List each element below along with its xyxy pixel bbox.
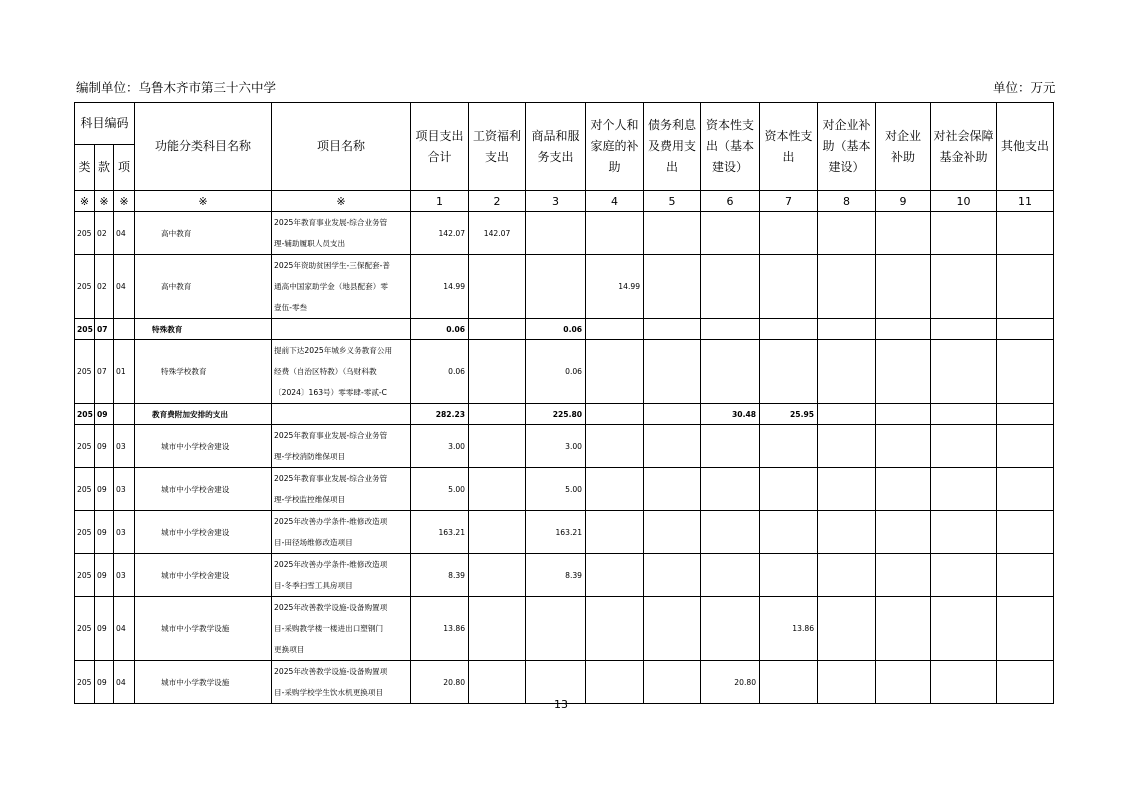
amount-cell [526, 597, 586, 661]
lei-cell: 205 [75, 255, 95, 319]
amount-cell [760, 468, 818, 511]
column-index-row [75, 191, 1054, 212]
amount-cell [586, 468, 644, 511]
subject-code-header: 科目编码 [75, 103, 135, 145]
amount-cell: 3.00 [526, 425, 586, 468]
column-index-cell: ※ [95, 191, 114, 212]
amount-cell [586, 511, 644, 554]
amount-cell [760, 425, 818, 468]
amount-cell [876, 597, 931, 661]
col2-header [469, 103, 526, 191]
function-category-header: 功能分类科目名称 [135, 103, 272, 191]
project-name-line: 2025年改善教学设施-设备购置项 [274, 667, 388, 676]
project-name-line: 2025年改善办学条件-维修改造项 [274, 517, 388, 526]
function-name-cell: 城市中小学校舍建设 [135, 554, 272, 597]
amount-cell: 163.21 [526, 511, 586, 554]
project-name-line: 目-采购教学楼一楼进出口塑钢门 [274, 624, 384, 633]
amount-cell: 0.06 [411, 319, 469, 340]
function-name-cell: 城市中小学校舍建设 [135, 425, 272, 468]
amount-cell [469, 597, 526, 661]
amount-cell [997, 319, 1054, 340]
amount-cell [469, 425, 526, 468]
table-row [75, 340, 1054, 404]
project-name-cell [272, 255, 411, 319]
column-index-cell: 11 [997, 191, 1054, 212]
project-name-line: 2025年改善教学设施-设备购置项 [274, 603, 388, 612]
amount-cell [469, 340, 526, 404]
project-name-line: 2025年资助贫困学生-三保配套-普 [274, 261, 390, 270]
amount-cell: 14.99 [411, 255, 469, 319]
function-name-cell: 城市中小学校舍建设 [135, 511, 272, 554]
amount-cell [469, 554, 526, 597]
xiang-cell: 04 [114, 212, 135, 255]
col5-header [644, 103, 701, 191]
amount-cell [997, 511, 1054, 554]
amount-cell: 20.80 [411, 661, 469, 704]
amount-cell: 8.39 [411, 554, 469, 597]
column-index-cell: 6 [701, 191, 760, 212]
header-line: 对企业 [885, 128, 922, 143]
amount-cell [586, 319, 644, 340]
col11-header: 其他支出 [997, 103, 1054, 191]
lei-cell: 205 [75, 511, 95, 554]
amount-cell [876, 468, 931, 511]
amount-cell [644, 554, 701, 597]
kuan-cell: 09 [95, 597, 114, 661]
xiang-cell: 03 [114, 468, 135, 511]
amount-cell: 0.06 [411, 340, 469, 404]
amount-cell [760, 340, 818, 404]
col9-header [876, 103, 931, 191]
project-name-cell [272, 404, 411, 425]
amount-cell [818, 340, 876, 404]
project-name-line: 通高中国家助学金（地县配套）零 [274, 282, 388, 291]
project-name-header: 项目名称 [272, 103, 411, 191]
kuan-cell: 02 [95, 212, 114, 255]
amount-cell [469, 319, 526, 340]
table-row [75, 425, 1054, 468]
amount-cell [586, 340, 644, 404]
project-name-cell [272, 212, 411, 255]
amount-cell [818, 425, 876, 468]
column-index-cell: ※ [272, 191, 411, 212]
column-index-cell: 4 [586, 191, 644, 212]
project-name-cell [272, 340, 411, 404]
amount-cell [760, 319, 818, 340]
lei-cell: 205 [75, 340, 95, 404]
amount-cell [760, 554, 818, 597]
amount-cell [644, 597, 701, 661]
amount-cell [997, 554, 1054, 597]
project-name-line: 目-冬季扫雪工具房项目 [274, 581, 353, 590]
project-name-line: 〔2024〕163号）零零肆-零贰-C [274, 388, 387, 397]
amount-cell [876, 511, 931, 554]
amount-cell [818, 597, 876, 661]
project-name-line: 经费（自治区特教）（乌财科教 [274, 367, 377, 376]
amount-cell [876, 554, 931, 597]
header-line: 资本性支 [764, 128, 813, 143]
amount-cell [701, 511, 760, 554]
table-row [75, 212, 1054, 255]
table-row [75, 255, 1054, 319]
column-index-cell: 2 [469, 191, 526, 212]
kuan-cell: 09 [95, 468, 114, 511]
page-number: 13 [554, 698, 568, 711]
header-line: 合计 [427, 149, 452, 164]
table-row [75, 404, 1054, 425]
col8-header [818, 103, 876, 191]
amount-cell [818, 212, 876, 255]
amount-cell [931, 212, 997, 255]
header-line: 支出 [485, 149, 510, 164]
amount-cell: 25.95 [760, 404, 818, 425]
header-line: 助 [608, 160, 621, 174]
kuan-cell: 02 [95, 255, 114, 319]
kuan-cell: 07 [95, 319, 114, 340]
lei-header: 类 [75, 145, 95, 191]
xiang-cell: 04 [114, 255, 135, 319]
header-line: 及费用支 [648, 139, 697, 153]
amount-cell: 142.07 [411, 212, 469, 255]
col10-header [931, 103, 997, 191]
xiang-cell: 03 [114, 511, 135, 554]
amount-cell [818, 468, 876, 511]
amount-cell [997, 597, 1054, 661]
project-name-line: 目-田径场维修改造项目 [274, 538, 353, 547]
amount-cell [931, 468, 997, 511]
amount-cell [469, 255, 526, 319]
table-row [75, 554, 1054, 597]
compiling-unit: 编制单位：乌鲁木齐市第三十六中学 [76, 80, 277, 95]
project-name-line: 理-学校监控维保项目 [274, 495, 346, 504]
amount-cell [876, 425, 931, 468]
project-name-line: 理-学校消防维保项目 [274, 452, 346, 461]
header-line: 项目支出 [415, 128, 464, 143]
amount-cell [818, 319, 876, 340]
xiang-cell [114, 404, 135, 425]
table-row [75, 319, 1054, 340]
xiang-cell [114, 319, 135, 340]
xiang-cell: 03 [114, 425, 135, 468]
header-line: 出 [782, 149, 795, 164]
amount-cell [931, 404, 997, 425]
project-name-line: 2025年教育事业发展-综合业务管 [274, 474, 388, 483]
table-row [75, 511, 1054, 554]
header-line: 务支出 [537, 149, 574, 164]
project-name-line: 更换项目 [274, 645, 305, 654]
amount-cell [818, 255, 876, 319]
column-index-cell: 3 [526, 191, 586, 212]
lei-cell: 205 [75, 468, 95, 511]
currency-unit: 单位：万元 [993, 80, 1056, 95]
amount-cell [876, 404, 931, 425]
function-name-cell: 高中教育 [135, 212, 272, 255]
xiang-header: 项 [114, 145, 135, 191]
column-index-cell: 9 [876, 191, 931, 212]
kuan-cell: 09 [95, 511, 114, 554]
amount-cell [586, 212, 644, 255]
amount-cell [701, 319, 760, 340]
amount-cell [997, 404, 1054, 425]
project-name-cell [272, 597, 411, 661]
amount-cell [586, 404, 644, 425]
function-name-cell: 特殊教育 [135, 319, 272, 340]
amount-cell [644, 340, 701, 404]
function-name-cell: 城市中小学教学设施 [135, 597, 272, 661]
kuan-cell: 07 [95, 340, 114, 404]
lei-cell: 205 [75, 425, 95, 468]
function-name-cell: 城市中小学教学设施 [135, 661, 272, 704]
lei-cell: 205 [75, 597, 95, 661]
header-line: 商品和服 [531, 128, 580, 143]
amount-cell [644, 212, 701, 255]
col1-header [411, 103, 469, 191]
lei-cell: 205 [75, 554, 95, 597]
col4-header [586, 103, 644, 191]
amount-cell [997, 468, 1054, 511]
column-index-cell: 1 [411, 191, 469, 212]
amount-cell [644, 511, 701, 554]
header-line: 工资福利 [473, 128, 522, 143]
amount-cell [818, 554, 876, 597]
project-name-cell [272, 468, 411, 511]
amount-cell [760, 212, 818, 255]
amount-cell [997, 255, 1054, 319]
amount-cell [931, 340, 997, 404]
amount-cell [469, 404, 526, 425]
kuan-cell: 09 [95, 404, 114, 425]
column-index-cell: 7 [760, 191, 818, 212]
amount-cell [469, 511, 526, 554]
project-name-cell [272, 511, 411, 554]
amount-cell: 142.07 [469, 212, 526, 255]
function-name-cell: 教育费附加安排的支出 [135, 404, 272, 425]
amount-cell [931, 554, 997, 597]
amount-cell [701, 554, 760, 597]
project-name-line: 2025年改善办学条件-维修改造项 [274, 560, 388, 569]
column-index-cell: 8 [818, 191, 876, 212]
kuan-cell: 09 [95, 661, 114, 704]
header-line: 基金补助 [939, 149, 988, 164]
amount-cell [644, 468, 701, 511]
amount-cell: 30.48 [701, 404, 760, 425]
header-line: 建设） [712, 160, 749, 174]
project-name-line: 提前下达2025年城乡义务教育公用 [274, 346, 393, 355]
amount-cell [526, 212, 586, 255]
amount-cell [931, 597, 997, 661]
amount-cell [818, 511, 876, 554]
amount-cell [701, 255, 760, 319]
amount-cell [701, 212, 760, 255]
header-line: 建设） [828, 160, 865, 174]
column-index-cell: ※ [135, 191, 272, 212]
amount-cell [469, 468, 526, 511]
column-index-cell: 5 [644, 191, 701, 212]
amount-cell [876, 212, 931, 255]
header-line: 对个人和 [590, 118, 639, 132]
function-name-cell: 城市中小学校舍建设 [135, 468, 272, 511]
header-line: 出 [666, 160, 679, 174]
table-row [75, 468, 1054, 511]
amount-cell: 5.00 [411, 468, 469, 511]
budget-table [74, 102, 1054, 704]
kuan-header: 款 [95, 145, 114, 191]
amount-cell: 13.86 [411, 597, 469, 661]
header-line: 资本性支 [706, 118, 755, 132]
amount-cell [701, 468, 760, 511]
column-index-cell: 10 [931, 191, 997, 212]
amount-cell [644, 319, 701, 340]
amount-cell [876, 255, 931, 319]
function-name-cell: 高中教育 [135, 255, 272, 319]
header-line: 出（基本 [706, 139, 755, 153]
lei-cell: 205 [75, 661, 95, 704]
amount-cell [644, 425, 701, 468]
amount-cell [931, 255, 997, 319]
amount-cell: 225.80 [526, 404, 586, 425]
amount-cell [997, 340, 1054, 404]
project-name-line: 理-辅助履职人员支出 [274, 239, 346, 248]
amount-cell [931, 425, 997, 468]
xiang-cell: 04 [114, 597, 135, 661]
col6-header [701, 103, 760, 191]
amount-cell [876, 319, 931, 340]
project-name-cell [272, 425, 411, 468]
project-name-line: 目-采购学校学生饮水机更换项目 [274, 688, 384, 697]
header-line: 补助 [891, 149, 916, 164]
xiang-cell: 04 [114, 661, 135, 704]
header-line: 助（基本 [822, 139, 871, 153]
project-name-line: 2025年教育事业发展-综合业务管 [274, 218, 388, 227]
amount-cell: 3.00 [411, 425, 469, 468]
header-line: 家庭的补 [590, 139, 639, 153]
amount-cell: 8.39 [526, 554, 586, 597]
amount-cell: 163.21 [411, 511, 469, 554]
kuan-cell: 09 [95, 425, 114, 468]
col3-header [526, 103, 586, 191]
project-name-line: 2025年教育事业发展-综合业务管 [274, 431, 388, 440]
amount-cell [760, 255, 818, 319]
amount-cell [818, 404, 876, 425]
lei-cell: 205 [75, 319, 95, 340]
function-name-cell: 特殊学校教育 [135, 340, 272, 404]
lei-cell: 205 [75, 212, 95, 255]
amount-cell [644, 404, 701, 425]
column-index-cell: ※ [114, 191, 135, 212]
amount-cell [586, 554, 644, 597]
amount-cell [644, 255, 701, 319]
amount-cell [760, 511, 818, 554]
amount-cell [586, 425, 644, 468]
project-name-cell [272, 319, 411, 340]
amount-cell [701, 340, 760, 404]
amount-cell [997, 425, 1054, 468]
xiang-cell: 01 [114, 340, 135, 404]
project-name-cell [272, 554, 411, 597]
amount-cell [997, 212, 1054, 255]
header-line: 对企业补 [822, 118, 871, 132]
table-row [75, 597, 1054, 661]
amount-cell: 0.06 [526, 340, 586, 404]
lei-cell: 205 [75, 404, 95, 425]
column-index-cell: ※ [75, 191, 95, 212]
amount-cell: 14.99 [586, 255, 644, 319]
header-line: 对社会保障 [933, 128, 994, 143]
xiang-cell: 03 [114, 554, 135, 597]
amount-cell [526, 255, 586, 319]
amount-cell [701, 597, 760, 661]
amount-cell: 13.86 [760, 597, 818, 661]
amount-cell: 0.06 [526, 319, 586, 340]
amount-cell [586, 597, 644, 661]
amount-cell: 5.00 [526, 468, 586, 511]
kuan-cell: 09 [95, 554, 114, 597]
amount-cell [931, 511, 997, 554]
amount-cell [701, 425, 760, 468]
col7-header [760, 103, 818, 191]
amount-cell [876, 340, 931, 404]
amount-cell: 282.23 [411, 404, 469, 425]
amount-cell [931, 319, 997, 340]
amount-cell: 20.80 [701, 661, 760, 704]
header-line: 债务利息 [648, 118, 697, 132]
project-name-line: 壹伍-零叁 [274, 303, 308, 312]
